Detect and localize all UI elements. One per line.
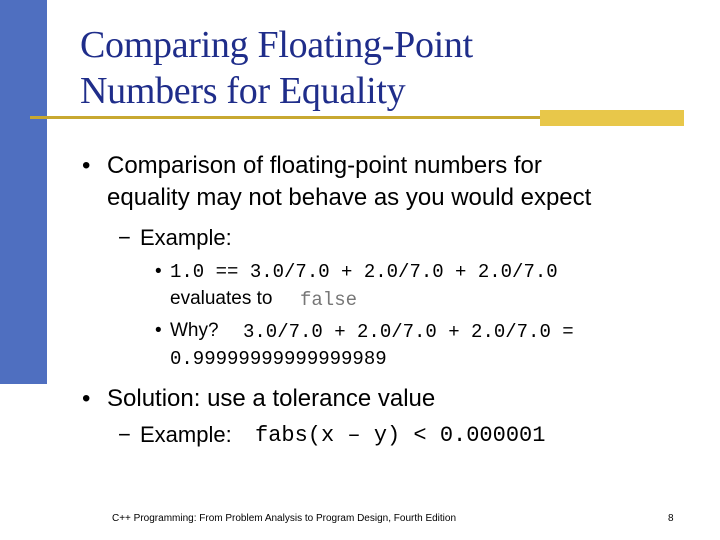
title-line-1: Comparing Floating-Point bbox=[80, 24, 473, 66]
code-tolerance-expression: fabs(x – y) < 0.000001 bbox=[255, 423, 546, 448]
title-line-2: Numbers for Equality bbox=[80, 70, 406, 112]
left-accent-bar bbox=[0, 0, 47, 384]
sub-bullet-1-label: Example: bbox=[140, 225, 232, 250]
slide-title bbox=[80, 22, 473, 114]
code-false: false bbox=[300, 289, 358, 311]
sub-bullet-2-dash: − bbox=[118, 422, 131, 447]
bullet-1-marker: • bbox=[82, 152, 91, 179]
title-underline-accent bbox=[540, 110, 684, 126]
page-number: 8 bbox=[668, 513, 674, 524]
code-sum-expression: 3.0/7.0 + 2.0/7.0 + 2.0/7.0 = bbox=[243, 321, 574, 343]
sub-bullet-1-dash: − bbox=[118, 225, 131, 250]
evaluates-to-text: evaluates to bbox=[170, 288, 273, 309]
code-equality-expression: 1.0 == 3.0/7.0 + 2.0/7.0 + 2.0/7.0 bbox=[170, 261, 558, 283]
slide-footer: C++ Programming: From Problem Analysis to Program Design, Fourth Edition bbox=[112, 513, 457, 524]
why-text: Why? bbox=[170, 320, 219, 341]
bullet-2-line-1: Solution: use a tolerance value bbox=[107, 385, 436, 412]
sub-sub-bullet-2-marker: • bbox=[155, 320, 162, 341]
sub-bullet-2-label: Example: bbox=[140, 422, 232, 447]
sub-sub-bullet-1-marker: • bbox=[155, 261, 162, 282]
bullet-1-line-1: Comparison of floating-point numbers for bbox=[107, 152, 542, 179]
code-sum-result: 0.99999999999999989 bbox=[170, 348, 387, 370]
bullet-1-line-2: equality may not behave as you would expect bbox=[107, 184, 592, 211]
bullet-2-marker: • bbox=[82, 385, 91, 412]
